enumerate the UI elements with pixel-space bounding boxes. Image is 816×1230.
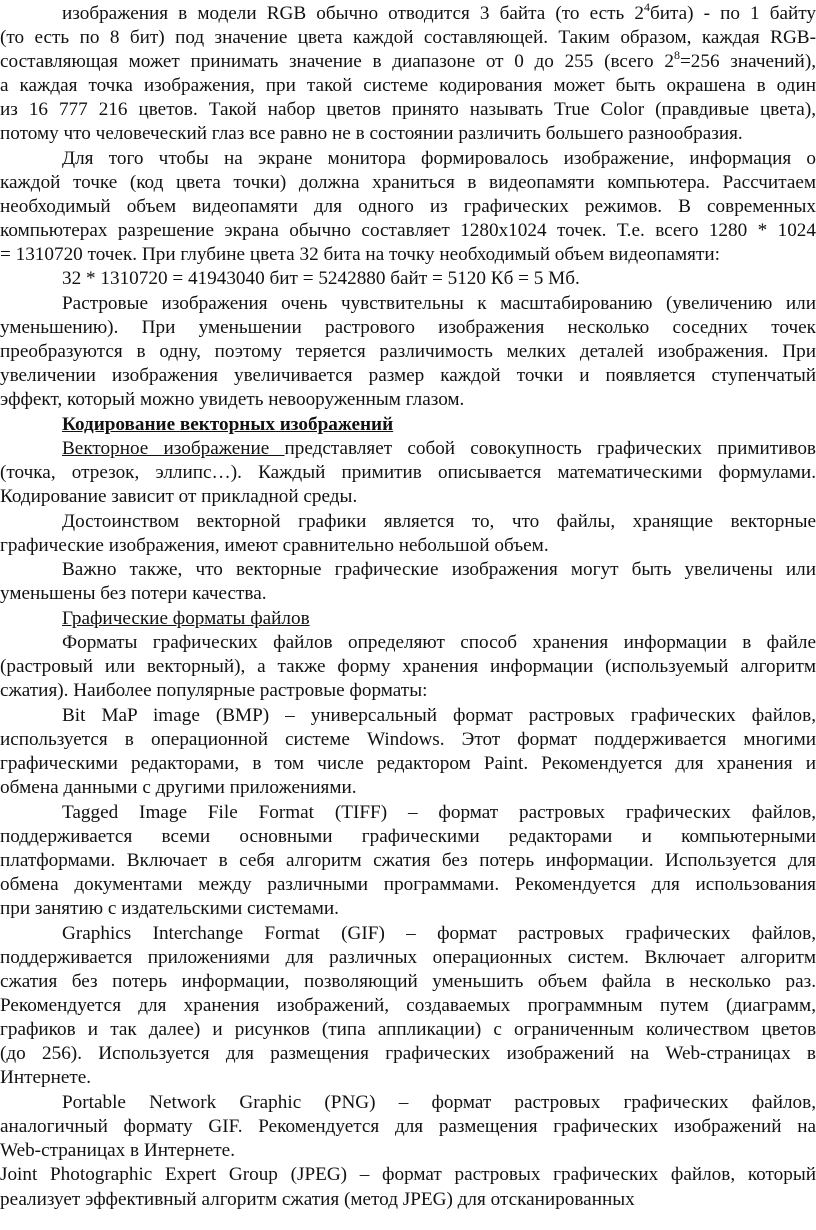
text-line: обмена данными с другими приложениями.	[0, 777, 357, 798]
text-line: обмена документами между различными программами. Рекомендуется для использования	[0, 874, 816, 895]
text-line: уменьшены без потери качества.	[0, 583, 267, 604]
text-line: графическими редакторами, в том числе редактором Paint. Рекомендуется для хранения и	[0, 753, 816, 774]
text-line: каждой точке (код цвета точки) должна храниться в видеопамяти компьютера. Рассчитаем	[0, 172, 816, 193]
text-line: Важно также, что векторные графические изображения могут быть увеличены или	[62, 559, 816, 580]
text-line: (то есть по 8 бит) под значение цвета каждой составляющей. Таким образом, каждая RGB-	[0, 27, 816, 48]
text-line: платформами. Включает в себя алгоритм сжатия без потерь информации. Используется для	[0, 850, 816, 871]
text-line: = 1310720 точек. При глубине цвета 32 бита на точку необходимый объем видеопамяти:	[0, 244, 720, 265]
section-heading: Кодирование векторных изображений	[62, 414, 394, 435]
text-line: Форматы графических файлов определяют способ хранения информации в файле	[62, 632, 816, 653]
text-line: компьютерах разрешение экрана обычно составляет 1280х1024 точек. Т.е. всего 1280 * 1024	[0, 220, 816, 241]
text-line: Tagged Image File Format (TIFF) – формат растровых графических файлов,	[62, 802, 816, 823]
text-line: при занятию с издательскими системами.	[0, 898, 339, 919]
text-line: Portable Network Graphic (PNG) – формат растровых графических файлов,	[62, 1092, 816, 1113]
text-line: (точка, отрезок, эллипс…). Каждый примитив описывается математическими формулами.	[0, 462, 816, 483]
text-line: уменьшению). При уменьшении растрового изображения несколько соседних точек	[0, 317, 816, 338]
text-line: Web-страницах в Интернете.	[0, 1140, 235, 1161]
text-line: Интернете.	[0, 1067, 92, 1088]
text-line: увеличении изображения увеличивается размер каждой точки и появляется ступенчатый	[0, 365, 816, 386]
text-line: сжатия без потерь информации, позволяющий уменьшить объем файла в несколько раз.	[0, 971, 816, 992]
text-line: (растровый или векторный), а также форму хранения информации (используемый алгоритм	[0, 656, 816, 677]
text-line: Рекомендуется для хранения изображений, создаваемых программным путем (диаграмм,	[0, 995, 816, 1016]
text-line: 32 * 1310720 = 41943040 бит = 5242880 байт = 5120 Кб = 5 Мб.	[62, 268, 580, 289]
text-line: потому что человеческий глаз все равно не в состоянии различить большего разнообразия.	[0, 123, 743, 144]
text-line: Кодирование зависит от прикладной среды.	[0, 486, 358, 507]
text-line: Graphics Interchange Format (GIF) – формат растровых графических файлов,	[62, 923, 816, 944]
text-line: из 16 777 216 цветов. Такой набор цветов принято называть True Color (правдивые цвета),	[0, 99, 816, 120]
text-line: Векторное изображение представляет собой совокупность графических примитивов	[62, 438, 816, 459]
subsection-heading: Графические форматы файлов	[62, 608, 310, 629]
text-line: Достоинством векторной графики является то, что файлы, хранящие векторные	[62, 511, 816, 532]
text-line: изображения в модели RGB обычно отводится 3 байта (то есть $2^4бита$) - по 1 байту	[62, 2, 816, 24]
text-line: Растровые изображения очень чувствительны к масштабированию (увеличению или	[62, 293, 816, 314]
text-line: Bit MaP image (BMP) – универсальный формат растровых графических файлов,	[62, 705, 816, 726]
text-line: (до 256). Используется для размещения графических изображений на Web-страницах в	[0, 1043, 816, 1064]
text-line: поддерживается всеми основными графическими редакторами и компьютерными	[0, 826, 816, 847]
text-line: составляющая может принимать значение в диапазоне от 0 до 255 (всего $2^8=256$ значений),	[0, 50, 816, 72]
text-line: преобразуются в одну, поэтому теряется различимость мелких деталей изображения. При	[0, 341, 816, 362]
text-line: поддерживается приложениями для различных операционных систем. Включает алгоритм	[0, 947, 816, 968]
text-line: графиков и так далее) и рисунков (типа аппликации) с ограниченным количеством цветов	[0, 1019, 816, 1040]
text-line: эффект, который можно увидеть невооруженным глазом.	[0, 389, 465, 410]
text-line: аналогичный формату GIF. Рекомендуется для размещения графических изображений на	[0, 1116, 816, 1137]
text-line: графические изображения, имеют сравнительно небольшой объем.	[0, 535, 549, 556]
text-line: сжатия). Наиболее популярные растровые форматы:	[0, 680, 428, 701]
text-line: используется в операционной системе Windows. Этот формат поддерживается многими	[0, 729, 816, 750]
text-line: Для того чтобы на экране монитора формировалось изображение, информация о	[62, 148, 816, 169]
text-line: а каждая точка изображения, при такой системе кодирования может быть окрашена в один	[0, 75, 816, 96]
text-line: необходимый объем видеопамяти для одного из графических режимов. В современных	[0, 196, 816, 217]
text-line: Joint Photographic Expert Group (JPEG) – формат растровых графических файлов, который	[0, 1164, 816, 1185]
text-line: реализует эффективный алгоритм сжатия (метод JPEG) для отсканированных	[0, 1189, 635, 1210]
